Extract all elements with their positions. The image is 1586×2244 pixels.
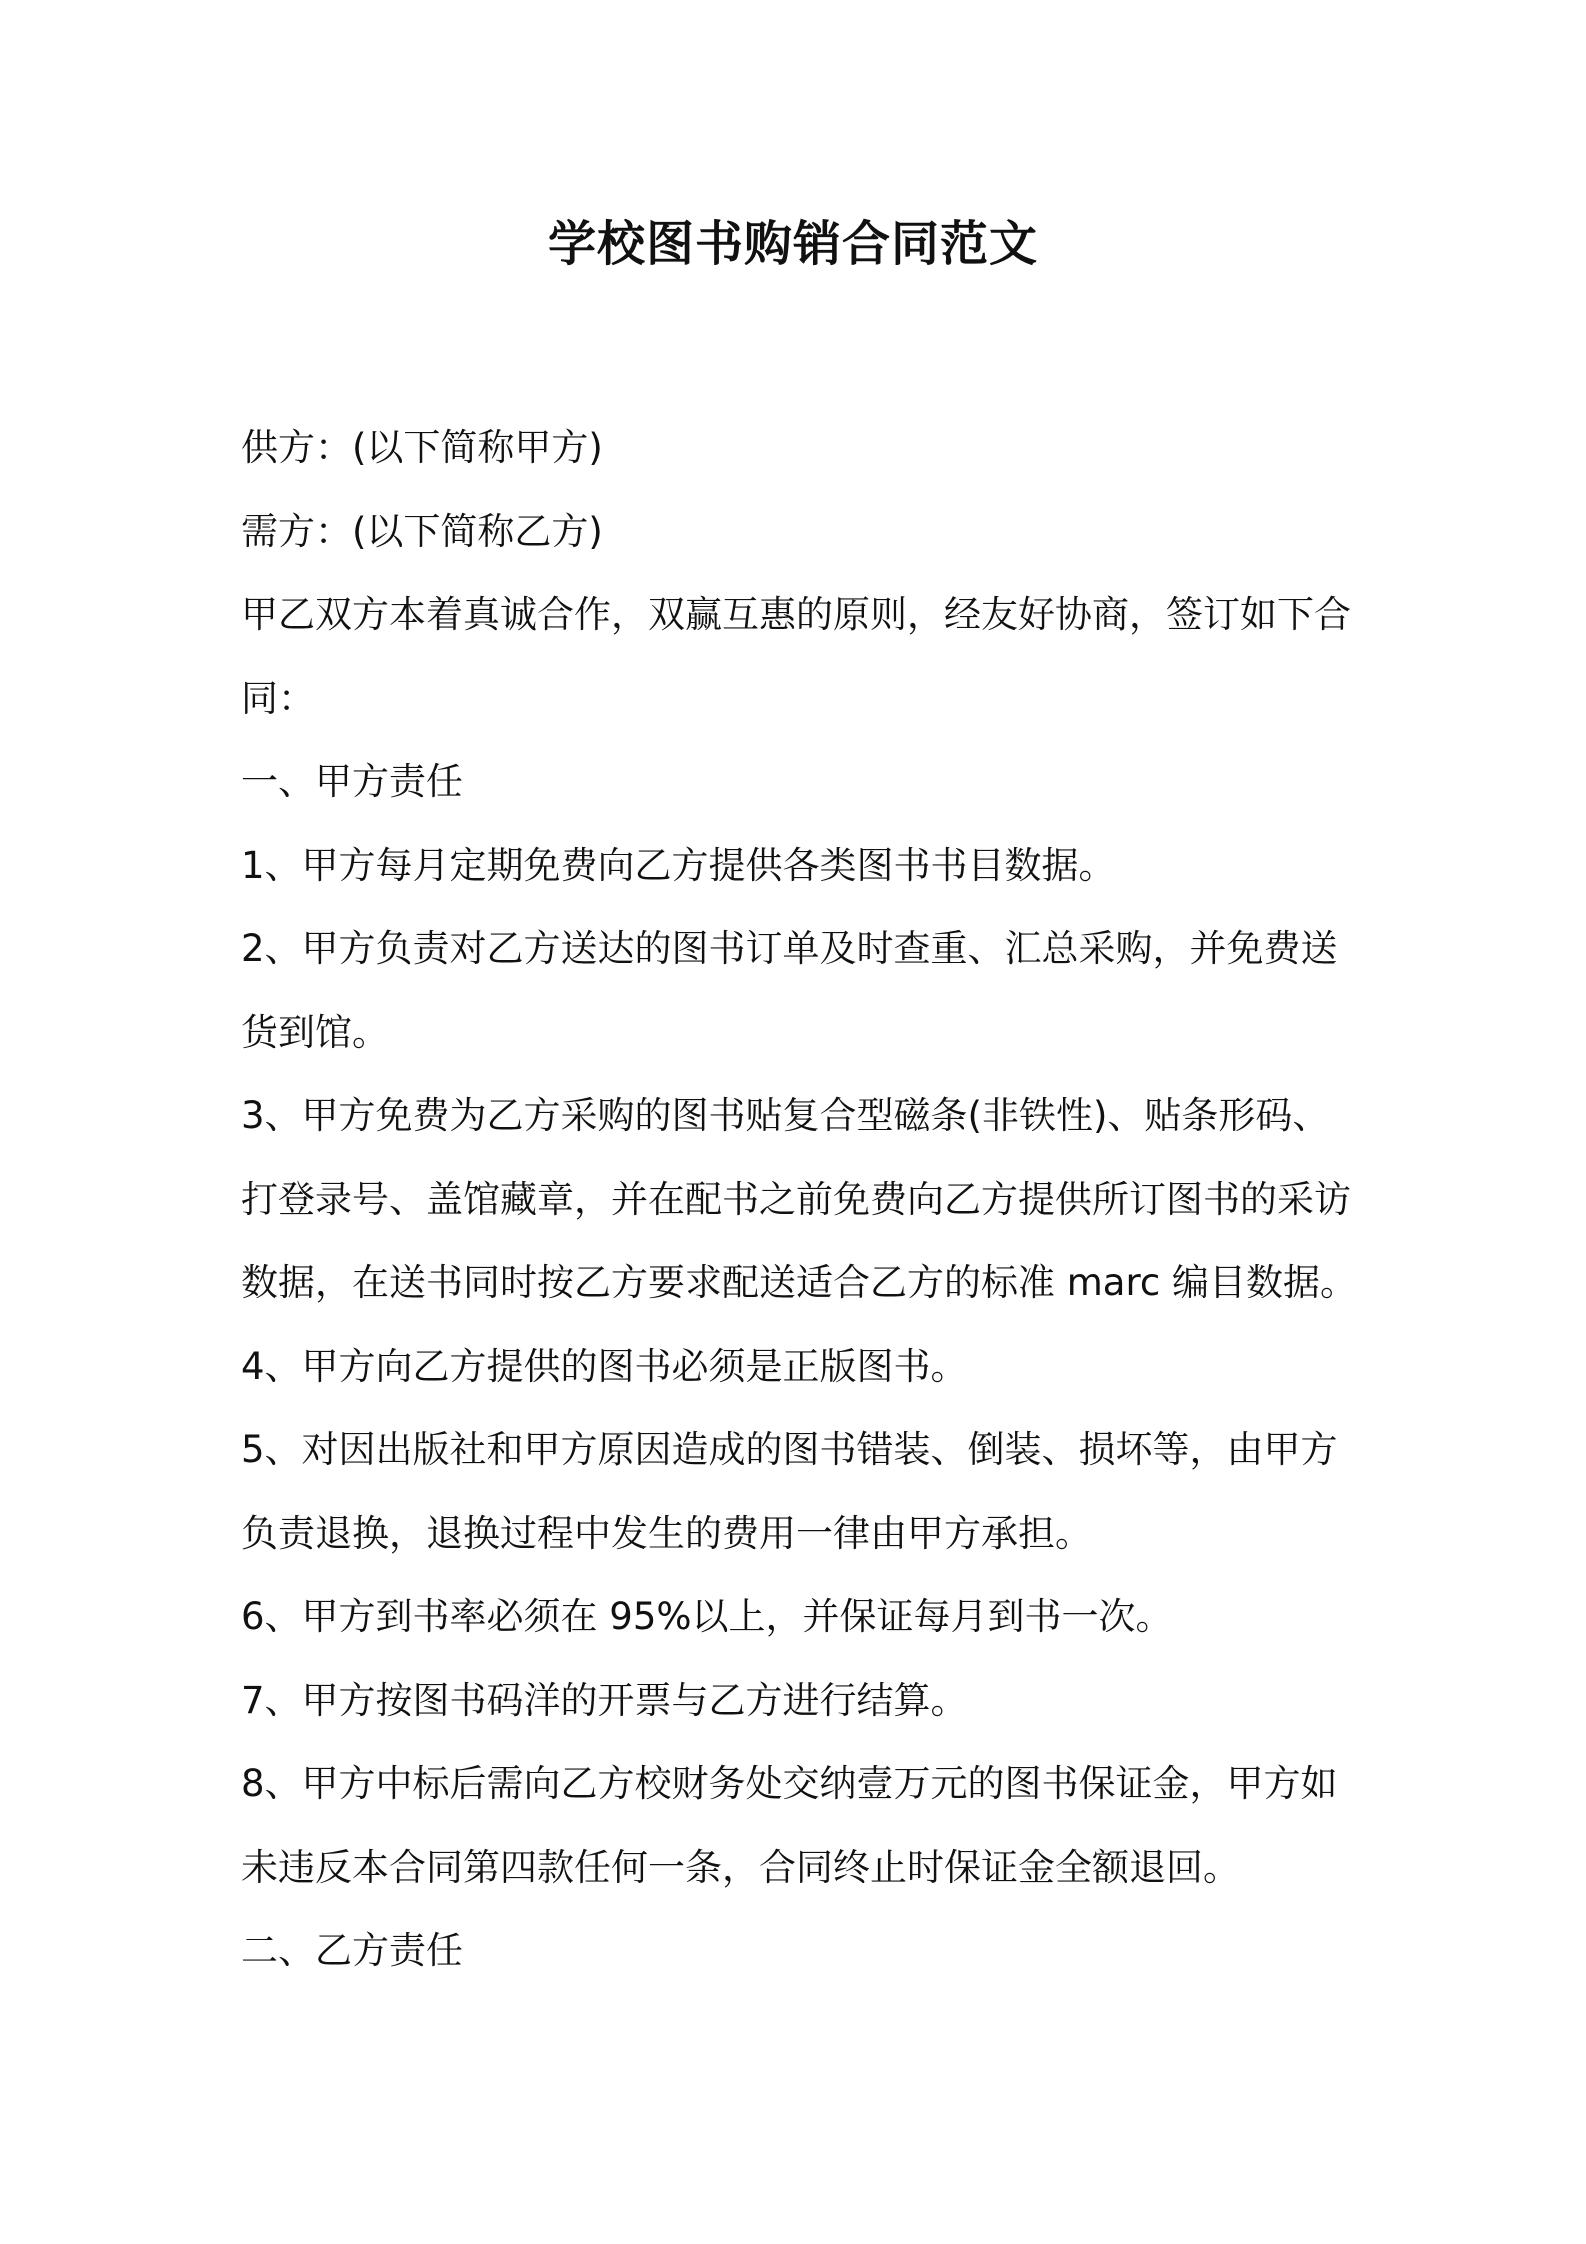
section-heading: 二、乙方责任: [241, 1929, 463, 1972]
clause-line: 3、甲方免费为乙方采购的图书贴复合型磁条(非铁性)、贴条形码、: [241, 1094, 1330, 1137]
clause-line: 负责退换，退换过程中发生的费用一律由甲方承担。: [241, 1511, 1092, 1555]
buyer-line: 需方：(以下简称乙方): [241, 509, 603, 553]
document-title: 学校图书购销合同范文: [547, 216, 1038, 272]
clause-line: 6、甲方到书率必须在 95%以上，并保证每月到书一次。: [241, 1595, 1173, 1638]
clause-line: 打登录号、盖馆藏章，并在配书之前免费向乙方提供所订图书的采访: [241, 1177, 1351, 1221]
preamble-line: 同：: [241, 676, 315, 720]
preamble-line: 甲乙双方本着真诚合作，双赢互惠的原则，经友好协商，签订如下合: [241, 593, 1351, 636]
clause-line: 未违反本合同第四款任何一条，合同终止时保证金全额退回。: [241, 1845, 1240, 1889]
document-body: [241, 406, 1361, 1993]
section-heading: 一、甲方责任: [241, 760, 463, 803]
clause-line: 货到馆。: [241, 1010, 389, 1054]
clause-line: 2、甲方负责对乙方送达的图书订单及时查重、汇总采购，并免费送: [241, 927, 1338, 970]
clause-line: 4、甲方向乙方提供的图书必须是正版图书。: [241, 1344, 968, 1388]
supplier-line: 供方：(以下简称甲方): [241, 426, 603, 469]
clause-line: 数据，在送书同时按乙方要求配送适合乙方的标准 marc 编目数据。: [241, 1261, 1357, 1304]
clause-line: 8、甲方中标后需向乙方校财务处交纳壹万元的图书保证金，甲方如: [241, 1762, 1338, 1805]
clause-line: 5、对因出版社和甲方原因造成的图书错装、倒装、损坏等，由甲方: [241, 1428, 1338, 1471]
clause-line: 7、甲方按图书码洋的开票与乙方进行结算。: [241, 1678, 968, 1722]
clause-line: 1、甲方每月定期免费向乙方提供各类图书书目数据。: [241, 843, 1116, 887]
